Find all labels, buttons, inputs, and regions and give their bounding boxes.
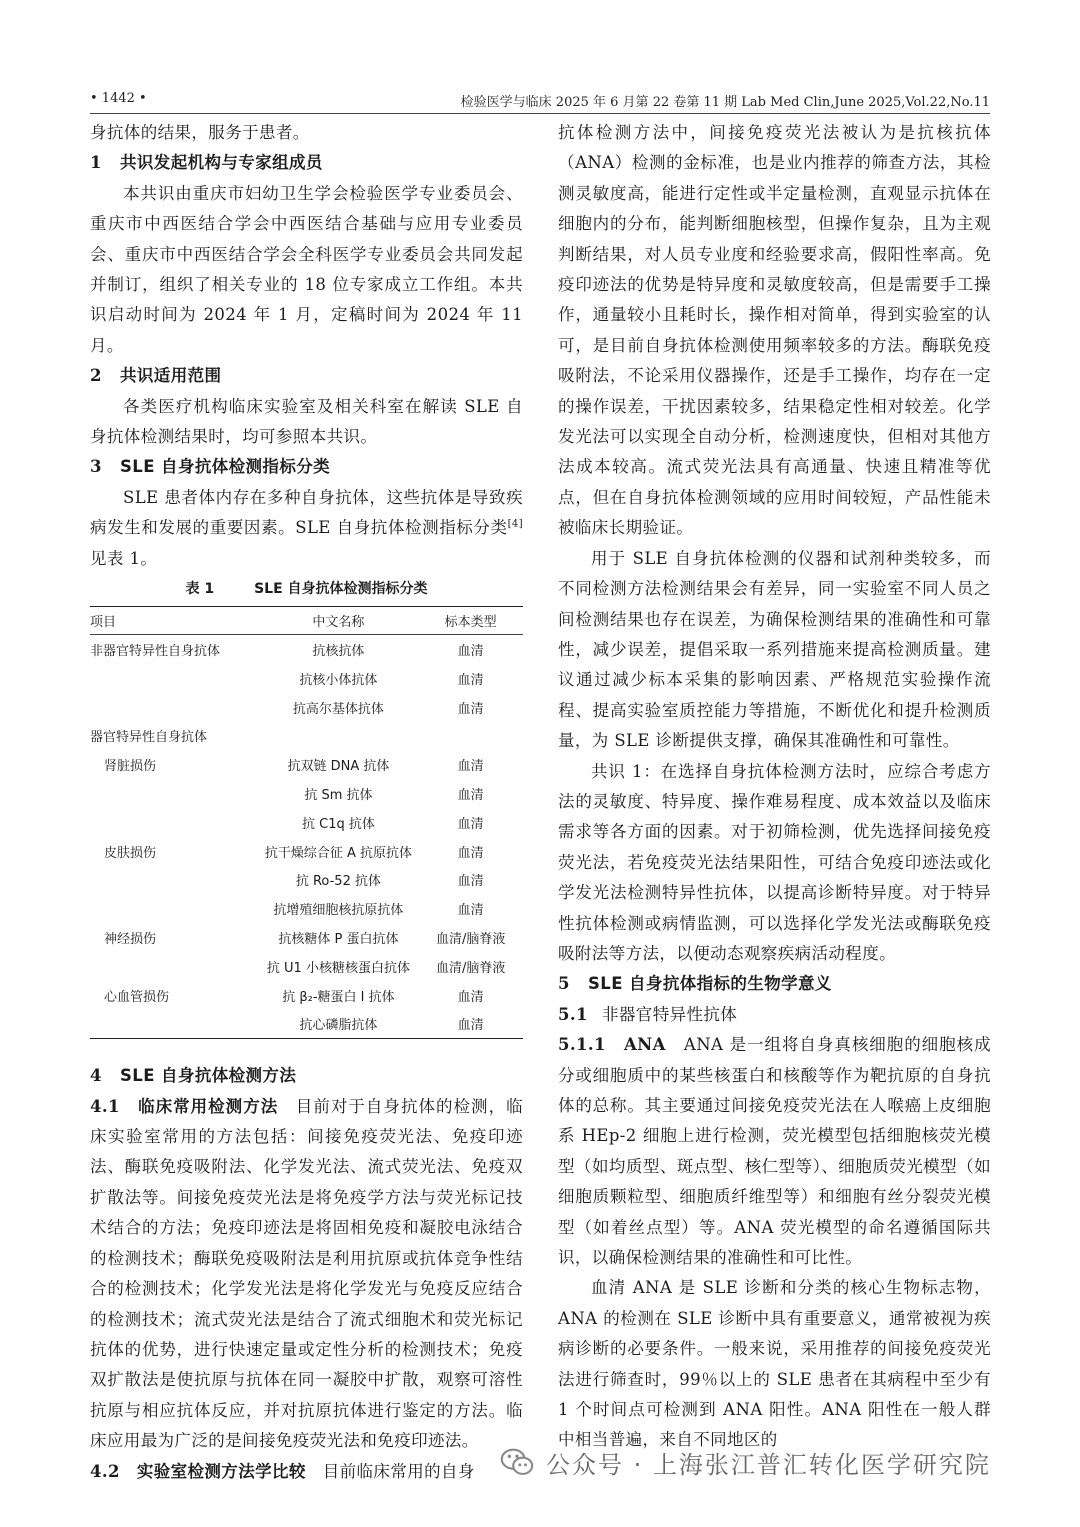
paragraph — [90, 483, 523, 574]
table-cell: 神经损伤 — [104, 931, 157, 947]
gap — [120, 1462, 137, 1481]
table-cell: 抗 U1 小核糖核蛋白抗体 — [266, 960, 410, 976]
column-header: 项目 — [90, 607, 258, 635]
spacer — [90, 1039, 523, 1061]
table-cell — [90, 808, 258, 837]
section-number: 3 — [90, 457, 102, 477]
table-cell: 抗高尔基体抗体 — [292, 701, 384, 717]
table-cell: 血清/脑脊液 — [435, 931, 506, 947]
table-row — [90, 923, 523, 952]
section-title: SLE 自身抗体检测指标分类 — [120, 457, 331, 477]
table-cell: 血清 — [457, 903, 484, 919]
table-caption — [90, 578, 523, 600]
watermark — [498, 1442, 991, 1482]
table-cell: 抗核抗体 — [312, 643, 365, 659]
table-cell: 血清 — [457, 672, 484, 688]
paragraph-text: 目前对于自身抗体的检测，临床实验室常用的方法包括：间接免疫荧光法、免疫印迹法、酶联免疫吸附法、化学发光法、流式荧光法、免疫双扩散法等。间接免疫荧光法是将免疫学方法与荧光标记技术结合的方法；免疫印迹法是将固相免疫和凝胶电泳结合的检测技术；酶联免疫吸附法是利用抗原或抗体竞争性结合的检测技术；化学发光法是将化学发光与免疫反应结合的检测技术；流式荧光法是结合了流式细胞术和荧光标记抗体的优势，进行快速定量或定性分析的检测技术；免疫双扩散法是使抗原与抗体在同一凝胶中扩散，观察可溶性抗原与相应抗体反应，并对抗原抗体进行鉴定的方法。临床应用最为广泛的是间接免疫荧光法和免疫印迹法。 — [90, 1096, 523, 1451]
table-cell: 抗核糖体 P 蛋白抗体 — [278, 931, 399, 947]
table-cell: 抗双链 DNA 抗体 — [287, 759, 390, 775]
table-cell: 非器官特异性自身抗体 — [90, 643, 221, 659]
gap — [666, 1035, 684, 1054]
paragraph-text: ANA 是一组将自身真核细胞的细胞核成分或细胞质中的某些核蛋白和核酸等作为靶抗原的自身抗体的总称。其主要通过间接免疫荧光法在人喉癌上皮细胞系 HEp-2 细胞上进行检测，荧光模型包括细胞核荧光模型（如均质型、斑点型、核仁型等）、细胞质荧光模型（如细胞质颗粒型、细胞质纤维型等）和细胞有丝分裂荧光模型（如着丝点型）等。ANA 荧光模型的命名遵循国际共识，以确保检测结果的准确性和可比性。 — [558, 1035, 991, 1268]
wechat-icon — [498, 1443, 536, 1481]
table-cell — [418, 721, 523, 750]
page-header — [90, 91, 990, 113]
section-number: 4 — [90, 1066, 102, 1086]
paragraph-text: 目前临床常用的自身 — [322, 1461, 475, 1481]
section-number: 1 — [90, 153, 102, 173]
subsection-title: 非器官特异性抗体 — [602, 1004, 738, 1024]
table-row — [90, 808, 523, 837]
table-cell — [90, 1009, 258, 1038]
section-heading-4 — [90, 1061, 523, 1091]
subsection-number: 5.1.1 — [558, 1035, 606, 1055]
table-cell: 血清 — [457, 643, 484, 659]
subsection-title: 临床常用检测方法 — [138, 1096, 279, 1116]
table-cell: 抗干燥综合征 A 抗原抗体 — [264, 845, 413, 861]
table-cell — [90, 779, 258, 808]
paragraph-text: 见表 1。 — [90, 548, 158, 568]
table-cell: 肾脏损伤 — [104, 759, 157, 775]
right-column — [558, 118, 991, 1456]
table-row — [90, 865, 523, 894]
journal-info: 检验医学与临床 2025 年 6 月第 22 卷第 11 期 Lab Med Clin,June 2025,Vol.22,No.11 — [460, 95, 990, 110]
table-row — [90, 981, 523, 1010]
table-row — [90, 635, 523, 664]
section-title: 共识适用范围 — [120, 366, 222, 386]
table-cell — [258, 721, 418, 750]
table-cell: 抗 Sm 抗体 — [304, 787, 373, 803]
table-row — [90, 779, 523, 808]
table-row — [90, 952, 523, 981]
section-title: SLE 自身抗体指标的生物学意义 — [588, 974, 832, 994]
table-row — [90, 894, 523, 923]
gap — [606, 1035, 624, 1054]
table-cell: 血清 — [457, 874, 484, 890]
paragraph: 血清 ANA 是 SLE 诊断和分类的核心生物标志物，ANA 的检测在 SLE 诊断中具有重要意义，通常被视为疾病诊断的必要条件。一般来说，采用推荐的间接免疫荧光法进行筛查时，99％以上的 SLE 患者在其病程中至少有 1 个时间点可检测到 ANA 阳性。ANA 阳性在一般人群中相当普遍，来自不同地区的 — [558, 1278, 991, 1450]
subsection-number: 4.2 — [90, 1461, 120, 1481]
table-row — [90, 750, 523, 779]
subsection-number: 5.1 — [558, 1004, 588, 1024]
gap — [306, 1462, 323, 1481]
table-cell — [90, 664, 258, 693]
paragraph — [90, 1457, 523, 1487]
column-header: 中文名称 — [258, 607, 418, 635]
table-cell: 抗增殖细胞核抗原抗体 — [273, 903, 404, 919]
section-heading-1 — [90, 148, 523, 178]
page-number: • 1442 • — [90, 91, 147, 106]
section-number: 2 — [90, 366, 102, 386]
column-header: 标本类型 — [418, 607, 523, 635]
table-cell: 血清 — [457, 787, 484, 803]
table-cell: 皮肤损伤 — [104, 845, 157, 861]
paragraph: 身抗体的结果，服务于患者。 — [90, 123, 310, 142]
paragraph: 本共识由重庆市妇幼卫生学会检验医学专业委员会、重庆市中西医结合学会中西医结合基础与应用专业委员会、重庆市中西医结合学会全科医学专业委员会共同发起并制订，组织了相关专业的 18 位专家成立工作组。本共识启动时间为 2024 年 1 月，定稿时间为 2024 年 11 月。 — [90, 183, 523, 355]
section-heading-5 — [558, 969, 991, 999]
table-header-row — [90, 607, 523, 635]
table-cell — [90, 894, 258, 923]
table-cell: 血清 — [418, 1009, 523, 1038]
paragraph: 抗体检测方法中，间接免疫荧光法被认为是抗核抗体（ANA）检测的金标准，也是业内推荐的筛查方法，其检测灵敏度高，能进行定性或半定量检测，直观显示抗体在细胞内的分布，能判断细胞核型，但操作复杂，且为主观判断结果，对人员专业度和经验要求高，假阳性率高。免疫印迹法的优势是特异度和灵敏度较高，但是需要手工操作，通量较小且耗时长，操作相对简单，得到实验室的认可，是目前自身抗体检测使用频率较多的方法。酶联免疫吸附法，不论采用仪器操作，还是手工操作，均存在一定的操作误差，干扰因素较多，结果稳定性相对较差。化学发光法可以实现全自动分析，检测速度快，但相对其他方法成本较高。流式荧光法具有高通量、快速且精准等优点，但在自身抗体检测领域的应用时间较短，产品性能未被临床长期验证。 — [558, 123, 991, 538]
table-title: SLE 自身抗体检测指标分类 — [254, 581, 428, 598]
table-row — [90, 1009, 523, 1038]
table-cell: 血清 — [457, 816, 484, 832]
table-row — [90, 721, 523, 750]
table-cell: 器官特异性自身抗体 — [90, 730, 208, 746]
table-cell: 抗心磷脂抗体 — [258, 1009, 418, 1038]
table-cell: 抗核小体抗体 — [299, 672, 378, 688]
table-cell: 血清 — [457, 989, 484, 1005]
section-heading-3 — [90, 452, 523, 482]
subsection-title: 实验室检测方法学比较 — [136, 1461, 306, 1481]
table-cell: 抗 β₂-糖蛋白 Ⅰ 抗体 — [282, 989, 395, 1005]
section-heading-2 — [90, 361, 523, 391]
paragraph — [90, 1092, 523, 1457]
paragraph — [558, 1030, 991, 1273]
subsection-heading — [558, 1000, 991, 1030]
table-row — [90, 693, 523, 722]
section-title: SLE 自身抗体检测方法 — [120, 1066, 297, 1086]
gap — [278, 1097, 296, 1116]
table-cell: 血清 — [457, 845, 484, 861]
header-rule — [90, 113, 990, 114]
table-cell: 抗 Ro-52 抗体 — [295, 874, 381, 890]
table-cell: 血清 — [457, 701, 484, 717]
table-cell: 血清 — [457, 759, 484, 775]
table-cell — [90, 952, 258, 981]
left-column — [90, 118, 523, 1487]
table-row — [90, 837, 523, 866]
reference-marker[interactable]: [4] — [507, 518, 523, 530]
table-cell: 心血管损伤 — [104, 989, 170, 1005]
watermark-text: 公众号 · 上海张江普汇转化医学研究院 — [546, 1450, 991, 1479]
gap — [120, 1097, 138, 1116]
paragraph-text: SLE 患者体内存在多种自身抗体，这些抗体是导致疾病发生和发展的重要因素。SLE 自身抗体检测指标分类 — [90, 487, 523, 538]
table-cell — [90, 865, 258, 894]
section-number: 5 — [558, 974, 570, 994]
table-row — [90, 664, 523, 693]
section-title: 共识发起机构与专家组成员 — [120, 153, 323, 173]
table-cell: 血清/脑脊液 — [435, 960, 506, 976]
consensus-statement: 共识 1：在选择自身抗体检测方法时，应综合考虑方法的灵敏度、特异度、操作难易程度、成本效益以及临床需求等各方面的因素。对于初筛检测，优先选择间接免疫荧光法，若免疫荧光法结果阳性，可结合免疫印迹法或化学发光法检测特异性抗体，以提高诊断特异度。对于特异性抗体检测或病情监测，可以选择化学发光法或酶联免疫吸附法等方法，以便动态观察疾病活动程度。 — [558, 761, 991, 963]
paragraph: 用于 SLE 自身抗体检测的仪器和试剂种类较多，而不同检测方法检测结果会有差异，同一实验室不同人员之间检测结果也存在误差，为确保检测结果的准确性和可靠性，减少误差，提倡采取一系列措施来提高检测质量。建议通过减少标本采集的影响因素、严格规范实验操作流程、提高实验室质控能力等措施，不断优化和提升检测质量，为 SLE 诊断提供支撑，确保其准确性和可靠性。 — [558, 548, 991, 751]
subsection-title: ANA — [623, 1035, 666, 1055]
table-cell — [90, 693, 258, 722]
paragraph: 各类医疗机构临床实验室及相关科室在解读 SLE 自身抗体检测结果时，均可参照本共识。 — [90, 396, 523, 447]
data-table — [90, 606, 523, 1039]
subsection-number: 4.1 — [90, 1096, 120, 1116]
table-number: 表 1 — [185, 581, 215, 598]
table-cell: 抗 C1q 抗体 — [301, 816, 375, 832]
